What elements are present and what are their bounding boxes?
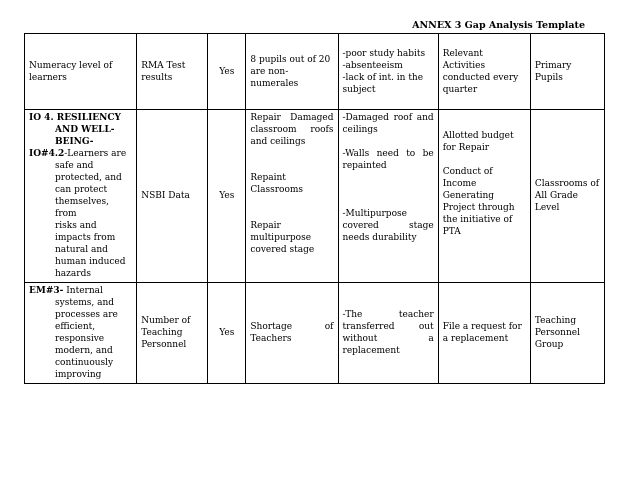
flag-cell: Yes (208, 110, 246, 283)
area-text: human induced (55, 257, 126, 267)
data-source-cell: NSBI Data (137, 110, 208, 283)
area-code: EM#3- (29, 286, 64, 296)
gap-item: Repair Damaged classroom roofs and ceilings (250, 113, 334, 147)
area-text: processes are (55, 310, 118, 320)
flag-cell: Yes (208, 283, 246, 384)
area-code-line (29, 285, 132, 297)
causes-cell (338, 110, 438, 283)
focus-area-cell (25, 283, 137, 384)
gap-analysis-table (24, 33, 605, 384)
cause-item: -absenteeism (342, 60, 403, 71)
area-text: responsive (55, 334, 105, 344)
cause-item: -lack of int. in the subject (342, 72, 424, 95)
area-text: improving (55, 370, 102, 380)
table-row (25, 34, 605, 110)
area-text: risks and (55, 221, 97, 231)
table-row (25, 110, 605, 283)
area-text: impacts from (55, 233, 116, 243)
gap-cell: Shortage of Teachers (246, 283, 338, 384)
area-text: continuously (55, 358, 114, 368)
cause-item: -Multipurpose covered stage needs durability (342, 209, 434, 243)
area-text: systems, and (55, 298, 115, 308)
area-text: efficient, (55, 322, 96, 332)
focus-area-cell (25, 110, 137, 283)
activities-cell (438, 110, 530, 283)
area-heading-line: IO 4. RESILIENCY (29, 113, 121, 123)
area-text: -Learners are (64, 149, 127, 159)
table-row (25, 283, 605, 384)
activities-cell: File a request for a replacement (438, 283, 530, 384)
annex-title: ANNEX 3 Gap Analysis Template (412, 20, 585, 31)
gap-item: Repair multipurpose covered stage (250, 221, 315, 255)
area-heading-line: AND WELL- (55, 125, 115, 135)
area-text: protected, and (55, 173, 122, 183)
data-source-cell: Number of Teaching Personnel (137, 283, 208, 384)
area-text: natural and (55, 245, 108, 255)
area-code: IO#4.2 (29, 149, 65, 159)
area-text: safe and (55, 161, 94, 171)
area-code-line (29, 148, 132, 160)
activity-item: Allotted budget for Repair (442, 131, 514, 153)
focus-area-cell: Numeracy level of learners (25, 34, 137, 110)
causes-cell: -The teacher transferred out without a replacement (338, 283, 438, 384)
area-heading-line: BEING- (55, 137, 94, 147)
gap-cell: 8 pupils out of 20 are non-numerales (246, 34, 338, 110)
cause-item: -Walls need to be repainted (342, 149, 434, 171)
target-cell: Teaching Personnel Group (530, 283, 604, 384)
area-text: hazards (55, 269, 91, 279)
cause-item: -poor study habits (342, 48, 426, 59)
flag-cell: Yes (208, 34, 246, 110)
activities-cell: Relevant Activities conducted every quarter (438, 34, 530, 110)
causes-cell (338, 34, 438, 110)
area-text: modern, and (55, 346, 113, 356)
cause-item: -Damaged roof and ceilings (342, 113, 434, 135)
area-text: Internal (63, 286, 103, 296)
gap-item: Repaint Classrooms (250, 173, 304, 195)
target-cell: Primary Pupils (530, 34, 604, 110)
activity-item: Conduct of Income Generating Project through the initiative of PTA (442, 167, 515, 237)
area-text: can protect (55, 185, 108, 195)
gap-cell (246, 110, 338, 283)
target-cell: Classrooms of All Grade Level (530, 110, 604, 283)
area-text: themselves, from (55, 197, 109, 219)
data-source-cell: RMA Test results (137, 34, 208, 110)
